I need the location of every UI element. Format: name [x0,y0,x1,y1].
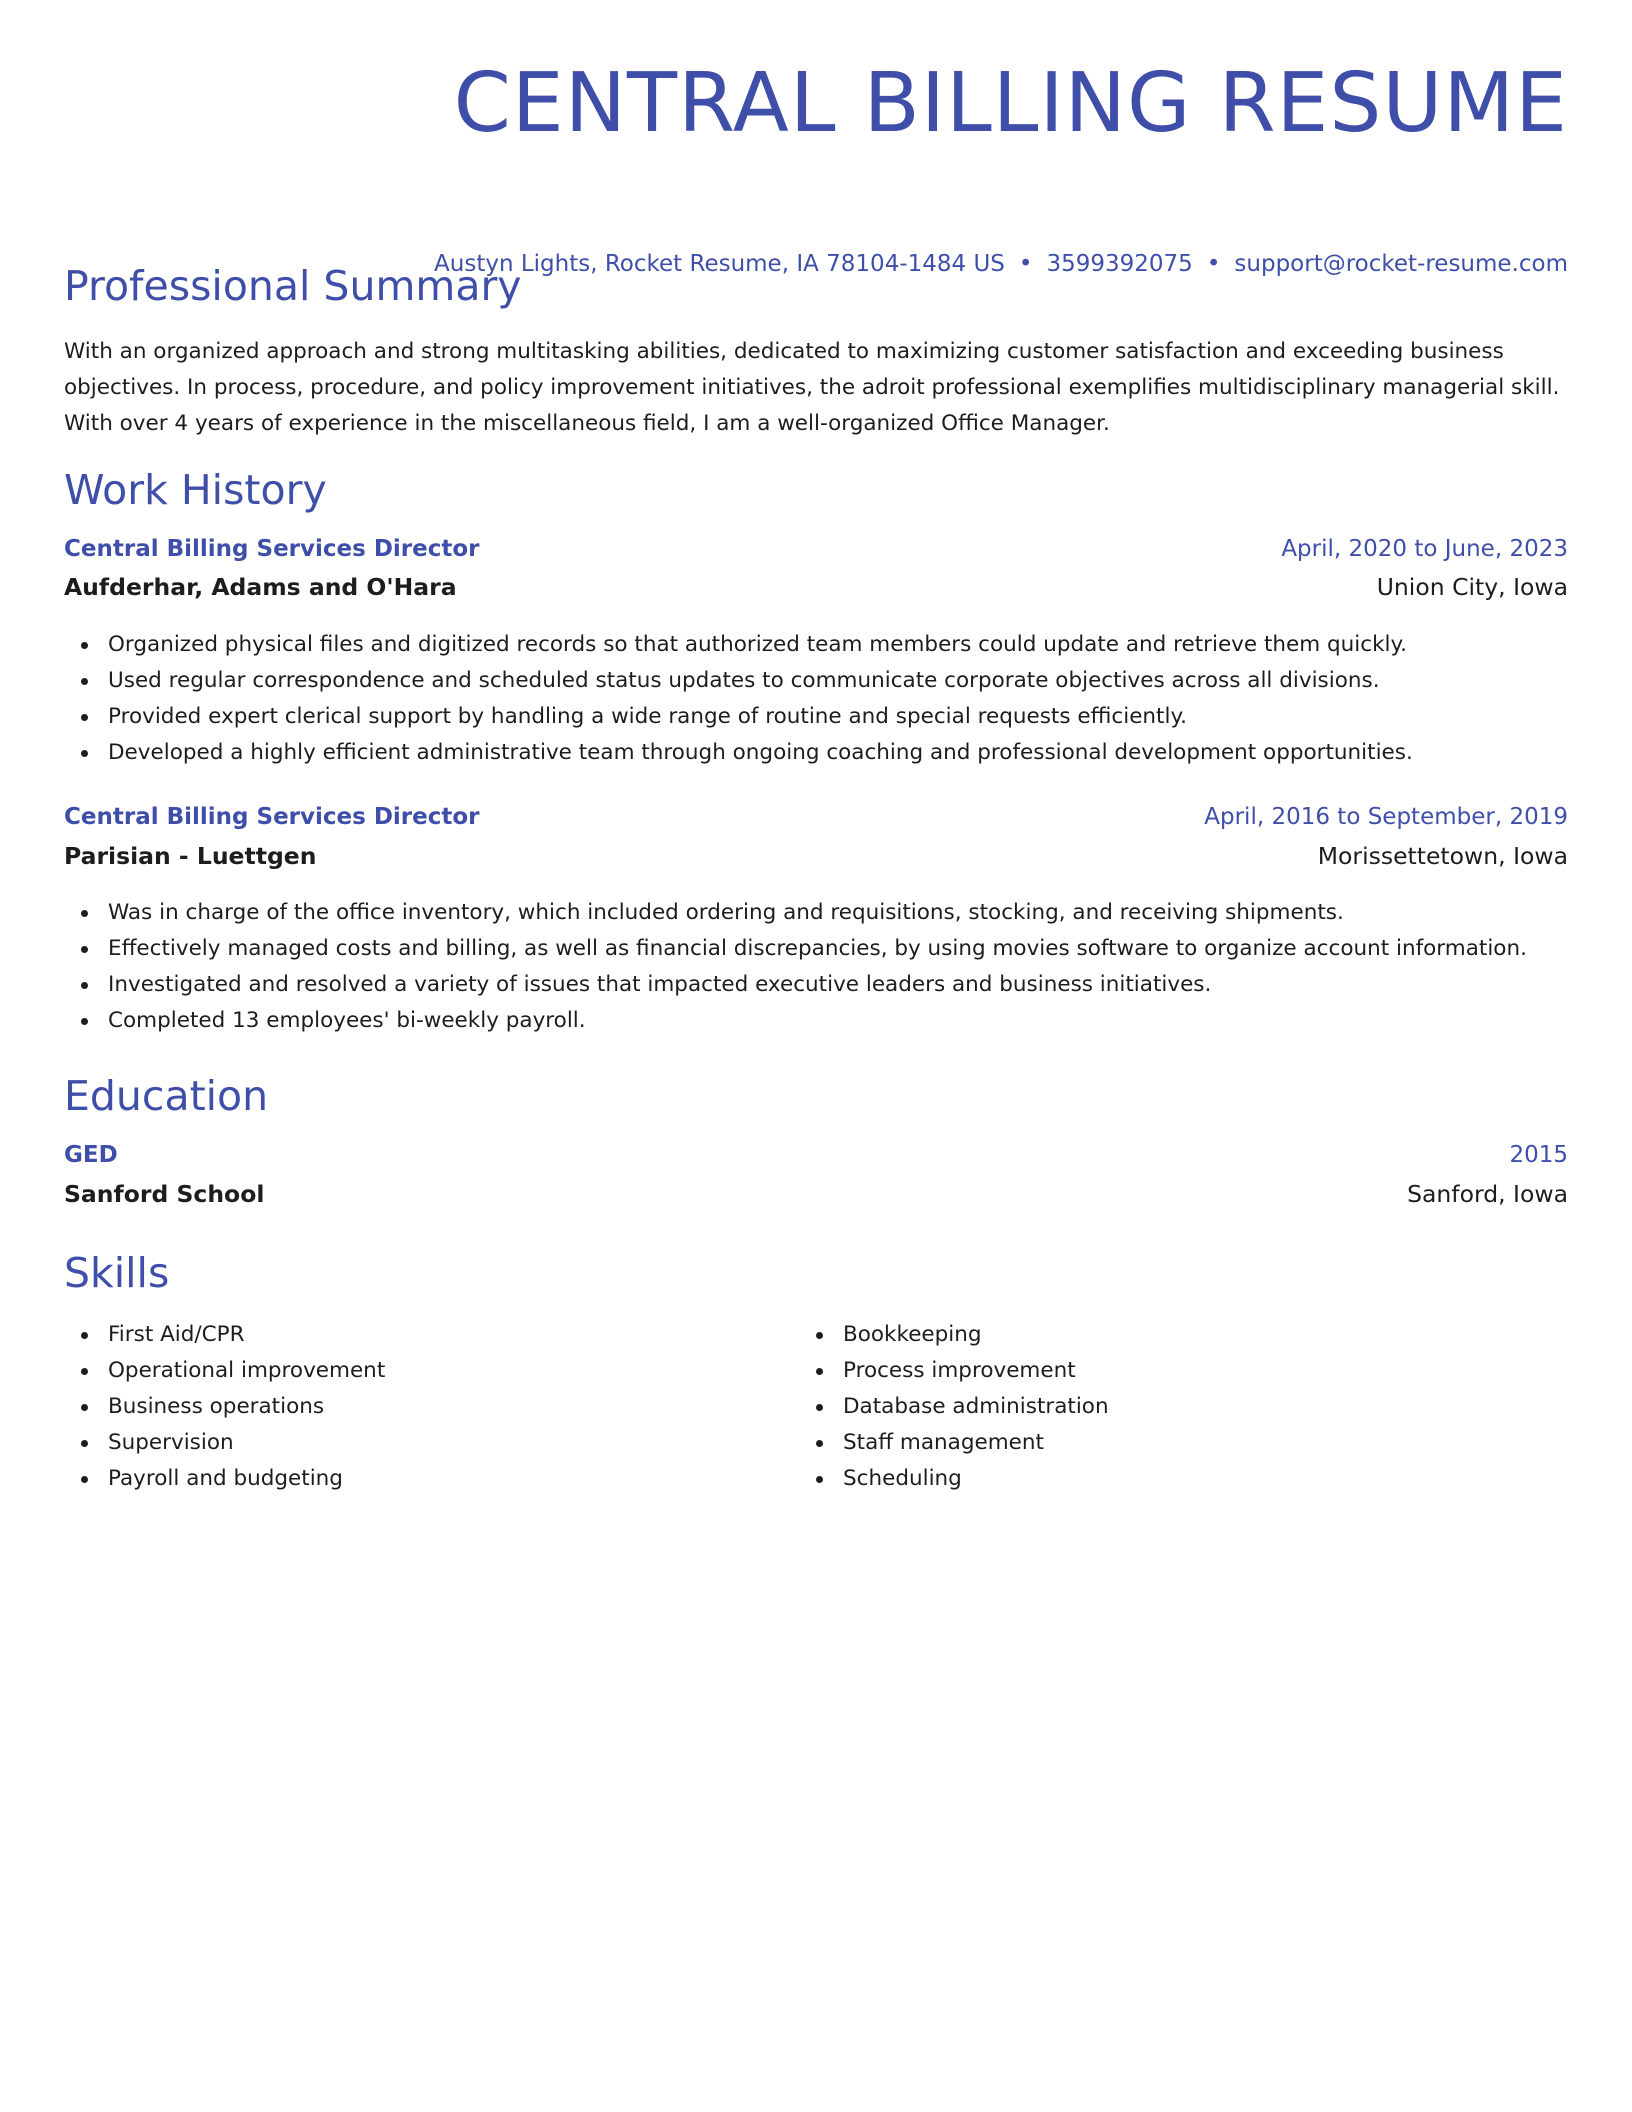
education-school-row [64,1180,1568,1208]
skill-item: First Aid/CPR [108,1317,385,1353]
contact-separator: • [1206,251,1221,277]
job-location: Morissettetown, Iowa [1317,842,1568,870]
job-employer-row [64,842,1568,870]
job-bullet: Used regular correspondence and scheduled status updates to communicate corporate objectives across all divisions. [108,663,1413,699]
job-employer-row [64,573,1568,601]
education-degree: GED [64,1142,118,1168]
job-bullets [64,895,1527,1039]
contact-address: Austyn Lights, Rocket Resume, IA 78104-1484 US [434,251,1005,277]
skills-list-right [799,1317,1109,1497]
job-bullet: Organized physical files and digitized records so that authorized team members could update and retrieve them quickly. [108,627,1413,663]
contact-email[interactable]: support@rocket-resume.com [1234,251,1568,277]
job-bullet: Provided expert clerical support by handling a wide range of routine and special requests efficiently. [108,699,1413,735]
resume-name: CENTRAL BILLING RESUME [453,56,1568,151]
contact-separator: • [1018,251,1033,277]
education-heading: Education [64,1072,269,1120]
job-title: Central Billing Services Director [64,804,480,830]
education-location: Sanford, Iowa [1407,1180,1568,1208]
job-location: Union City, Iowa [1376,573,1568,601]
job-bullets [64,627,1413,771]
job-header [64,536,1568,562]
job-bullet: Completed 13 employees' bi-weekly payroll. [108,1003,1527,1039]
education-header [64,1142,1568,1168]
job-bullet: Was in charge of the office inventory, which included ordering and requisitions, stocking, and receiving shipments. [108,895,1527,931]
skill-item: Operational improvement [108,1353,385,1389]
contact-line [434,249,1568,279]
skill-item: Scheduling [843,1461,1109,1497]
skills-heading: Skills [64,1249,170,1297]
contact-phone: 3599392075 [1046,251,1193,277]
summary-text: With an organized approach and strong multitasking abilities, dedicated to maximizing customer satisfaction and exceeding business objectives. In process, procedure, and policy improvement initiatives, the adroit professional exemplifies multidisciplinary managerial skill. With over 4 years of experience in the miscellaneous field, I am a well-organized Office Manager. [64,339,1560,436]
job-employer: Parisian - Luettgen [64,842,317,870]
job-title: Central Billing Services Director [64,536,480,562]
skill-item: Business operations [108,1389,385,1425]
education-school: Sanford School [64,1180,265,1208]
job-header [64,804,1568,830]
skill-item: Supervision [108,1425,385,1461]
summary-heading: Professional Summary [64,262,522,310]
job-dates: April, 2020 to June, 2023 [1281,536,1568,562]
resume-page [64,0,1568,1491]
skills-list-left [64,1317,385,1497]
skill-item: Process improvement [843,1353,1109,1389]
job-employer: Aufderhar, Adams and O'Hara [64,573,457,601]
skill-item: Staff management [843,1425,1109,1461]
skill-item: Bookkeeping [843,1317,1109,1353]
job-dates: April, 2016 to September, 2019 [1204,804,1568,830]
education-year: 2015 [1509,1142,1568,1168]
skill-item: Payroll and budgeting [108,1461,385,1497]
job-bullet: Investigated and resolved a variety of issues that impacted executive leaders and business initiatives. [108,967,1527,1003]
skill-item: Database administration [843,1389,1109,1425]
job-bullet: Developed a highly efficient administrative team through ongoing coaching and professional development opportunities. [108,735,1413,771]
job-bullet: Effectively managed costs and billing, as well as financial discrepancies, by using movies software to organize account information. [108,931,1527,967]
work-history-heading: Work History [64,466,327,514]
